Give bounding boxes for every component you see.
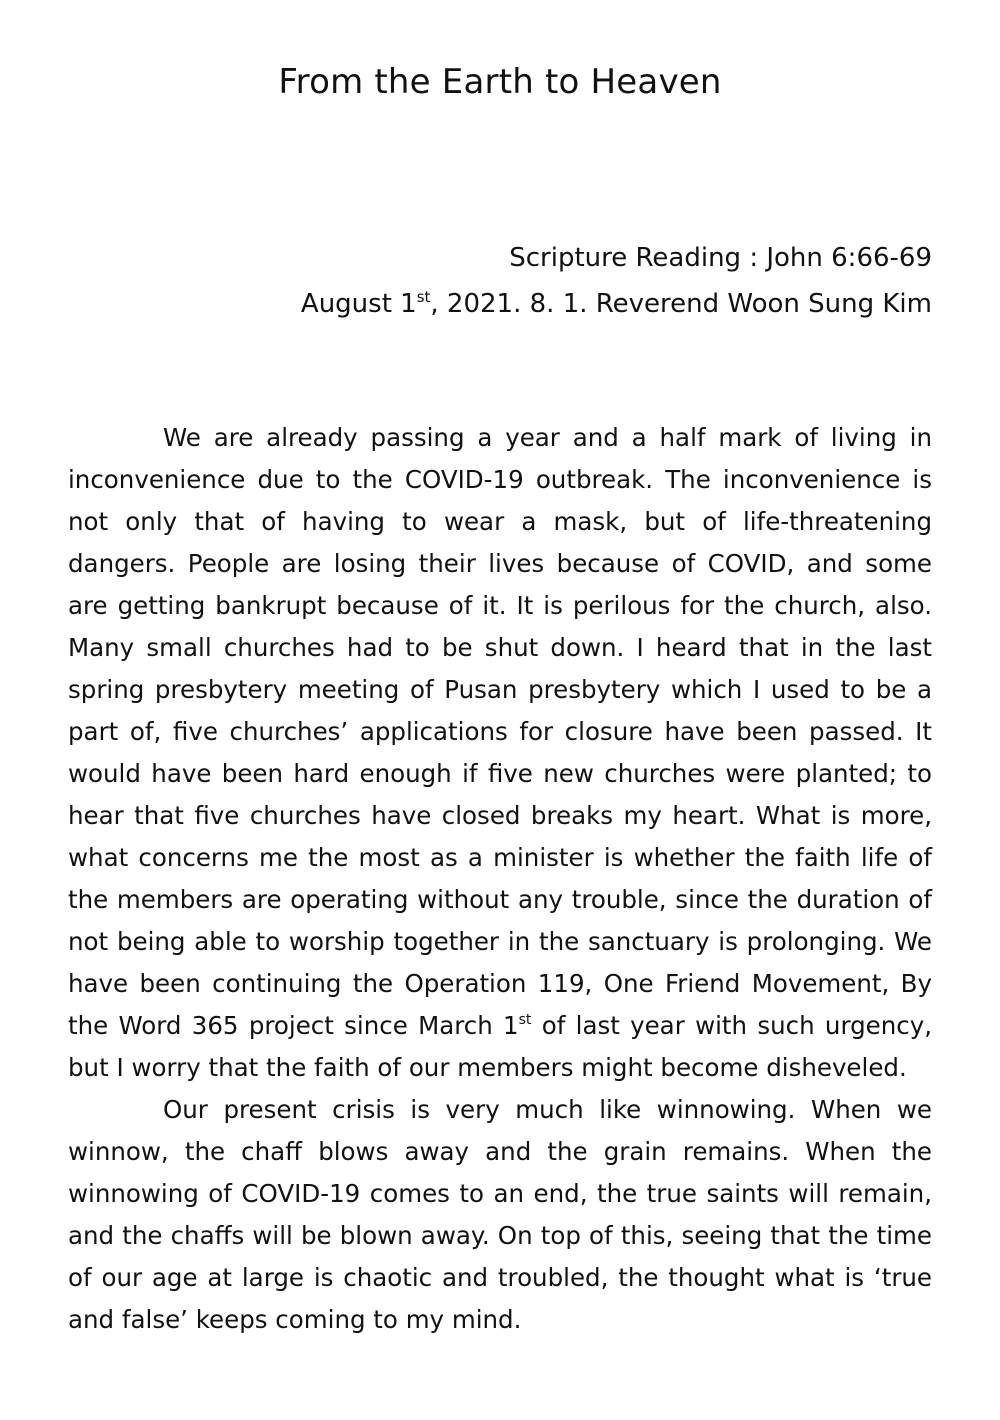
- paragraph-1-text-a: We are already passing a year and a half mark of living in inconvenience due to the COVID-19 outbreak. The inconvenience is not only that of having to wear a mask, but of life-threatening dangers. People are losing their lives because of COVID, and some are getting bankrupt because of it. It is perilous for the church, also. Many small churches had to be shut down. I heard that in the last spring presbytery meeting of Pusan presbytery which I used to be a part of, five churches’ applications for closure have been passed. It would have been hard enough if five new churches were planted; to hear that five churches have closed breaks my heart. What is more, what concerns me the most as a minister is whether the faith life of the members are operating without any trouble, since the duration of not being able to worship together in the sanctuary is prolonging. We have been continuing the Operation 119, One Friend Movement, By the Word 365 project since March 1: [68, 423, 932, 1040]
- date-ordinal-suffix: st: [416, 288, 431, 306]
- paragraph-2: Our present crisis is very much like winnowing. When we winnow, the chaff blows away and the grain remains. When the winnowing of COVID-19 comes to an end, the true saints will remain, and the chaffs will be blown away. On top of this, seeing that the time of our age at large is chaotic and troubled, the thought what is ‘true and false’ keeps coming to my mind.: [68, 1095, 932, 1334]
- date-text-end: , 2021. 8. 1. Reverend Woon Sung Kim: [430, 289, 932, 319]
- paragraph-1-text-b: of last year with such urgency, but I worry that the faith of our members might become disheveled.: [68, 1011, 932, 1082]
- paragraph-1: [68, 417, 932, 1089]
- date-text-start: August 1: [300, 289, 417, 319]
- document-title: From the Earth to Heaven: [278, 62, 722, 102]
- scripture-reading: Scripture Reading : John 6:66-69: [509, 243, 932, 273]
- sermon-body: [68, 417, 932, 1341]
- paragraph-1-ordinal-suffix: st: [518, 1012, 532, 1028]
- sermon-date-line: [301, 281, 932, 327]
- sermon-info: [301, 235, 932, 327]
